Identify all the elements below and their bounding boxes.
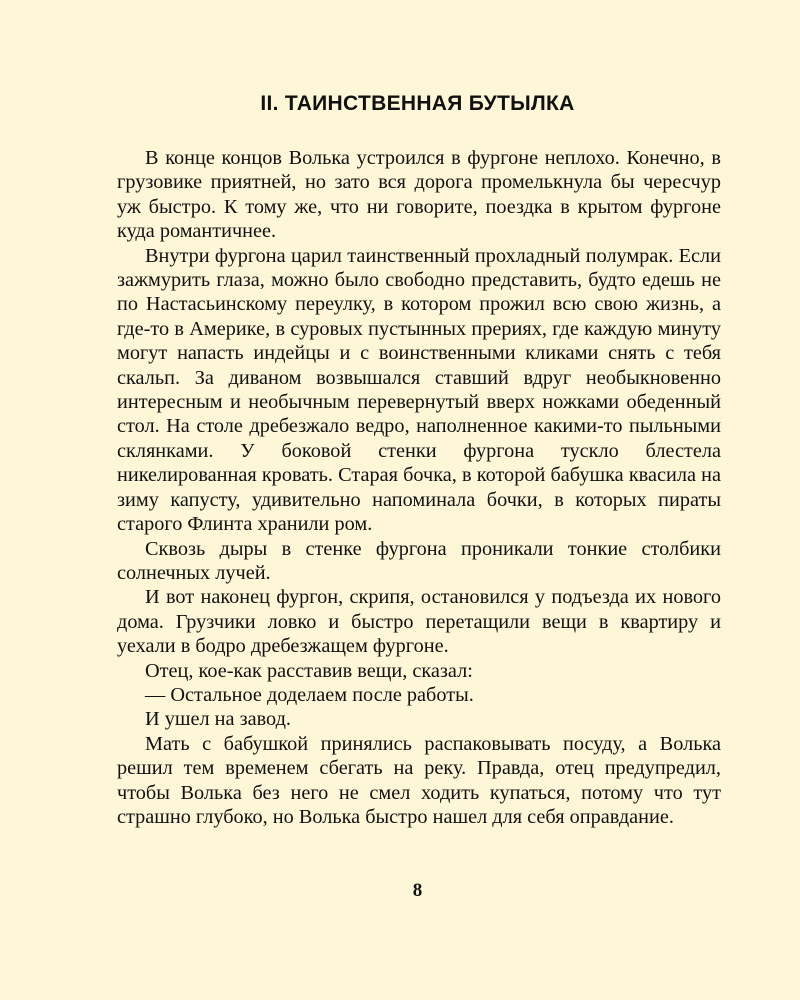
paragraph: И вот наконец фургон, скрипя, остановился у подъезда их нового дома. Грузчики ловко и быстро перетащили вещи в квартиру и уехали в бодро дребезжащем фургоне.	[117, 586, 721, 658]
chapter-body	[117, 146, 721, 829]
page-number: 8	[412, 880, 423, 901]
paragraph: Внутри фургона царил таинственный прохладный полумрак. Если зажмурить глаза, можно было свободно представить, будто едешь не по Настасьинскому переулку, в котором прожил всю свою жизнь, а где-то в Америке, в суровых пустынных прериях, где каждую минуту могут напасть индейцы и с воинственными кликами снять с тебя скальп. За диваном возвышался ставший вдруг необыкновенно интересным и необычным перевернутый вверх ножками обеденный стол. На столе дребезжало ведро, наполненное какими-то пыльными склянками. У боковой стенки фургона тускло блестела никелированная кровать. Старая бочка, в которой бабушка квасила на зиму капусту, удивительно напоминала бочки, в которых пираты старого Флинта хранили ром.	[117, 244, 721, 536]
chapter-title: II. ТАИНСТВЕННАЯ БУТЫЛКА	[260, 92, 575, 115]
paragraph: — Остальное доделаем после работы.	[145, 683, 474, 706]
paragraph: И ушел на завод.	[145, 708, 291, 731]
paragraph: Сквозь дыры в стенке фургона проникали тонкие столбики солнечных лучей.	[117, 537, 721, 584]
paragraph: Мать с бабушкой принялись распаковывать посуду, а Волька решил тем временем сбегать на реку. Правда, отец предупредил, чтобы Волька без него не смел ходить купаться, потому что тут страшно глубоко, но Волька быстро нашел для себя оправдание.	[117, 732, 721, 828]
paragraph: В конце концов Волька устроился в фургоне неплохо. Конечно, в грузовике приятней, но зато вся дорога промелькнула бы чересчур уж быстро. К тому же, что ни говорите, поездка в крытом фургоне куда романтичнее.	[117, 147, 721, 243]
paragraph: Отец, кое-как расставив вещи, сказал:	[145, 659, 473, 682]
